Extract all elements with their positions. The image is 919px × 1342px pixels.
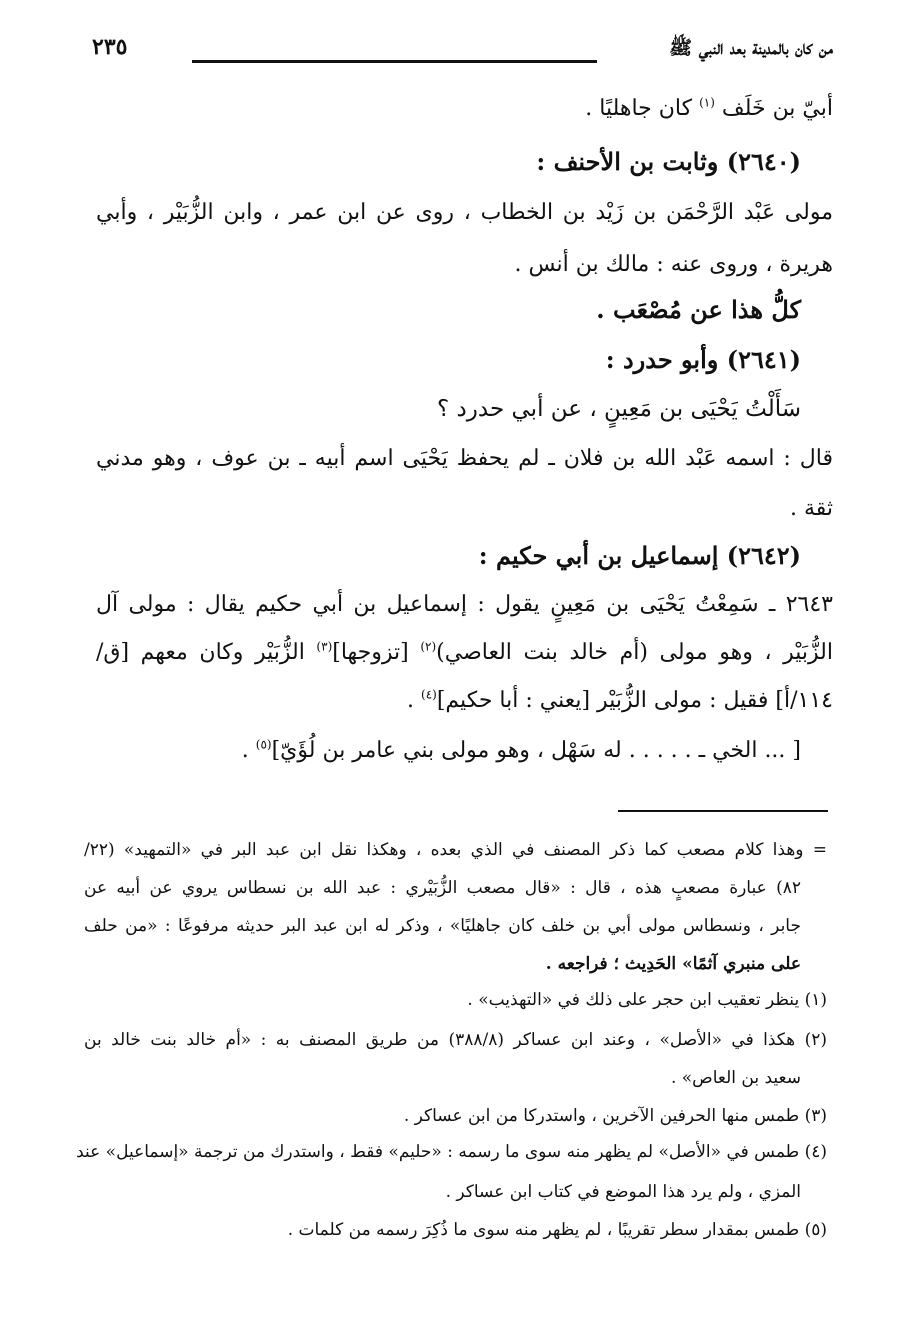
page-number: ٢٣٥ <box>92 34 128 60</box>
body-line-11: ٢٦٤٣ ـ سَمِعْتُ يَحْيَى بن مَعِينٍ يقول : إسماعيل بن أبي حكيم يقال : مولى آل <box>96 592 833 617</box>
footnote-4-continued: المزي ، ولم يرد هذا الموضع في كتاب ابن عساكر . <box>445 1182 801 1202</box>
entry-heading-2642: (٢٦٤٢) إسماعيل بن أبي حكيم : <box>478 541 801 570</box>
footnote-2: (٢) هكذا في «الأصل» ، وعند ابن عساكر (٣٨٨/٨) من طريق المصنف به : «أم خالد بنت خالد بن <box>84 1030 827 1050</box>
header-rule <box>192 60 597 63</box>
entry-heading-2641: (٢٦٤١) وأبو حدرد : <box>605 345 801 374</box>
entry-heading-2640: (٢٦٤٠) وثابت بن الأحنف : <box>536 147 801 176</box>
footnote-continuation-line: = وهذا كلام مصعب كما ذكر المصنف في الذي بعده ، وهكذا نقل ابن عبد البر في «التمهيد» (٢٢/ <box>84 840 827 860</box>
footnote-ref-5: (٥) <box>255 737 272 752</box>
line-text: الزُّبَيْر وكان معهم [ق/ <box>96 640 317 665</box>
attribution-line: كلُّ هذا عن مُصْعَب . <box>596 295 801 324</box>
footnote-ref-1: (١) <box>699 95 715 110</box>
footnote-2-continued: سعيد بن العاص» . <box>670 1068 801 1088</box>
footnote-4: (٤) طمس في «الأصل» لم يظهر منه سوى ما رسمه : «حليم» فقط ، واستدرك من ترجمة «إسماعيل» عند <box>76 1142 827 1162</box>
footnote-continuation-line: ٨٢) عبارة مصعبٍ هذه ، قال : «قال مصعب الزُّبَيْري : عبد الله بن نسطاس يروي عن أبيه عن <box>84 878 801 898</box>
footnote-3: (٣) طمس منها الحرفين الآخرين ، واستدركا من ابن عساكر . <box>403 1106 827 1126</box>
line-text: على منبري آثمًا» الحَدِيث ؛ فراجعه . <box>545 954 801 974</box>
body-line-3: مولى عَبْد الرَّحْمَن بن زَيْد بن الخطاب ، روى عن ابن عمر ، وابن الزُّبَيْر ، وأبي <box>96 200 833 225</box>
body-line-4: هريرة ، وروى عنه : مالك بن أنس . <box>514 252 833 277</box>
body-line-12 <box>96 640 833 666</box>
body-line-13 <box>407 688 833 714</box>
header-title: من كان بالمدينة بعد النبي ﷺ <box>669 37 833 59</box>
line-text: . <box>241 738 256 763</box>
footnote-5: (٥) طمس بمقدار سطر تقريبًا ، لم يظهر منه سوى ما ذُكِرَ رسمه من كلمات . <box>287 1220 827 1240</box>
body-line-1 <box>585 96 833 122</box>
body-line-8: قال : اسمه عَبْد الله بن فلان ـ لم يحفظ يَحْيَى اسم أبيه ـ بن عوف ، وهو مدني <box>96 446 833 471</box>
line-text: الزُّبَيْر ، وهو مولى (أم خالد بنت العاصي) <box>436 640 834 665</box>
line-text: ١١٤/أ] فقيل : مولى الزُّبَيْر [يعني : أبا حكيم] <box>436 688 833 713</box>
line-text: [ ... الخي ـ . . . . . له سَهْل ، وهو مولى بني عامر بن لُؤَيّ] <box>271 738 801 763</box>
running-header <box>92 36 833 76</box>
body-line-14 <box>242 738 801 764</box>
body-line-7: سَأَلْتُ يَحْيَى بن مَعِينٍ ، عن أبي حدرد ؟ <box>437 396 801 422</box>
footnote-ref-4: (٤) <box>421 687 437 702</box>
footnote-ref-3: (٣) <box>316 639 333 654</box>
line-text: كان جاهليًا . <box>585 96 700 121</box>
footnote-continuation-line: جابر ، ونسطاس مولى أبي بن خلف كان جاهليًا» ، وذكر له ابن عبد البر حديثه مرفوعًا : «من حلف <box>84 916 801 936</box>
footnote-separator <box>618 810 828 812</box>
footnote-1: (١) ينظر تعقيب ابن حجر على ذلك في «التهذيب» . <box>467 990 827 1010</box>
line-text: [تزوجها] <box>332 640 421 665</box>
line-text: . <box>407 688 421 713</box>
footnote-continuation-line <box>546 954 801 974</box>
footnote-ref-2: (٢) <box>420 639 437 654</box>
line-text: أبيّ بن خَلَف <box>714 96 833 121</box>
body-line-9: ثقة . <box>789 496 833 521</box>
